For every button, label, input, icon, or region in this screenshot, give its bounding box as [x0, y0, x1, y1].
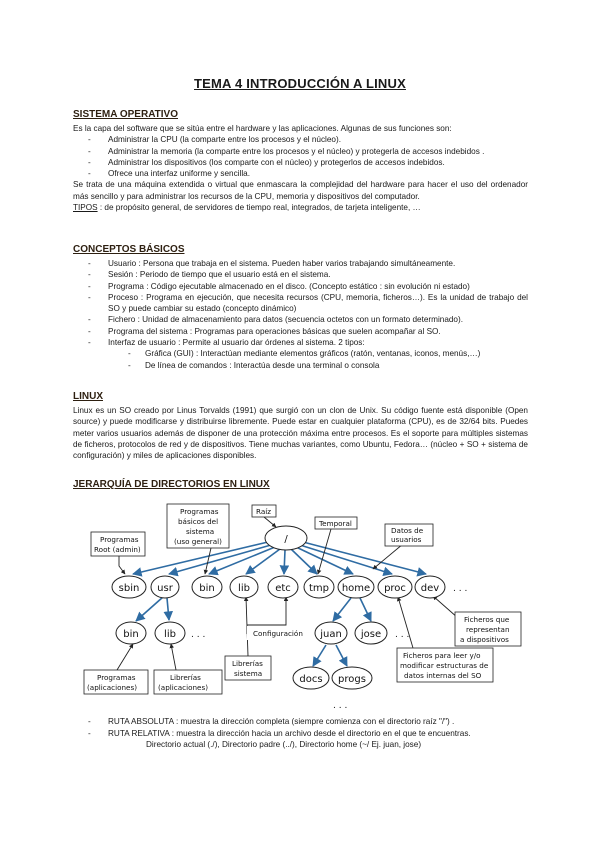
svg-text:Root (admin): Root (admin)	[94, 545, 141, 554]
tree-node-progs	[332, 667, 372, 689]
label-librerias-sistema	[225, 656, 271, 680]
svg-text:(uso general): (uso general)	[174, 537, 222, 546]
svg-text:sistema: sistema	[234, 669, 263, 678]
tree-node-bin	[192, 576, 222, 598]
svg-text:datos internas del SO: datos internas del SO	[404, 671, 482, 680]
label-ficheros-kernel	[397, 648, 493, 682]
svg-text:Programas: Programas	[97, 673, 136, 682]
tree-node-dev	[415, 576, 445, 598]
section-conceptos	[73, 258, 528, 371]
tipos-text: : de propósito general, de servidores de tiempo real, integrados, de tarjeta inteligente, …	[97, 203, 421, 213]
svg-text:bin: bin	[199, 583, 215, 594]
svg-text:dev: dev	[420, 583, 440, 594]
tree-node-etc	[268, 576, 298, 598]
svg-text:Temporal: Temporal	[319, 519, 352, 528]
svg-text:a dispositivos: a dispositivos	[460, 635, 509, 644]
tipos-label: TIPOS	[73, 203, 98, 213]
section-heading-jerarquia: JERARQUÍA DE DIRECTORIOS EN LINUX	[73, 479, 270, 490]
list-item: - De línea de comandos : Interactúa desde una terminal o consola	[73, 360, 528, 371]
tree-node-usr	[151, 576, 179, 598]
list-item: - Programa del sistema : Programas para operaciones básicas que suelen acompañar al SO.	[73, 326, 528, 337]
list-item: - Programa : Código ejecutable almacenado en el disco. (Concepto estático : sin evolución ni estado)	[73, 281, 528, 292]
list-item: - Administrar los dispositivos (los comparte con el núcleo) y protegerlos de accesos indebidos.	[73, 157, 528, 168]
tree-node-docs	[293, 667, 329, 689]
tree-node-lib	[230, 576, 258, 598]
label-librerias-aplicaciones	[154, 670, 222, 694]
list-item: - Interfaz de usuario : Permite al usuario dar órdenes al sistema. 2 tipos:	[73, 337, 528, 348]
svg-text:. . .: . . .	[333, 701, 348, 709]
so-description: Se trata de una máquina extendida o virtual que enmascara la complejidad del hardware para hacer el uso del ordenador más sencillo y para administrar los recursos de la CPU, memoria y dispositivos del computador.	[73, 180, 528, 201]
tree-node-usr-lib	[155, 622, 185, 644]
svg-text:Librerías: Librerías	[170, 673, 201, 682]
so-intro: Es la capa del software que se sitúa entre el hardware y las aplicaciones. Algunas de sus funciones son:	[73, 124, 452, 133]
tree-node-sbin	[112, 576, 146, 598]
tree-node-home	[338, 576, 374, 598]
page-title: TEMA 4 INTRODUCCIÓN A LINUX	[194, 76, 406, 91]
svg-text:(aplicaciones): (aplicaciones)	[87, 683, 137, 692]
section-heading-conceptos: CONCEPTOS BÁSICOS	[73, 244, 185, 255]
list-item: - Usuario : Persona que trabaja en el sistema. Pueden haber varios trabajando simultáneamente.	[73, 258, 528, 269]
svg-text:jose: jose	[360, 629, 382, 640]
so-tipos	[73, 202, 528, 213]
label-temporal	[315, 517, 357, 529]
svg-text:lib: lib	[238, 583, 250, 594]
list-item: - Administrar la memoria (la comparte entre los procesos y el núcleo) y protegerla de accesos indebidos .	[73, 146, 528, 157]
label-programas-root	[91, 532, 145, 556]
svg-text:home: home	[341, 583, 371, 594]
svg-text:Configuración: Configuración	[253, 629, 303, 638]
svg-text:Ficheros para leer y/o: Ficheros para leer y/o	[403, 651, 481, 660]
list-item: - RUTA ABSOLUTA : muestra la dirección completa (siempre comienza con el directorio raíz "/") .	[73, 716, 533, 728]
section-heading-sistema-operativo: SISTEMA OPERATIVO	[73, 109, 179, 120]
svg-text:etc: etc	[275, 583, 291, 594]
section-heading-linux: LINUX	[73, 391, 103, 402]
svg-text:Librerías: Librerías	[232, 659, 263, 668]
svg-text:sistema: sistema	[186, 527, 215, 536]
svg-text:usr: usr	[157, 583, 173, 594]
svg-text:. . .: . . .	[453, 584, 468, 594]
svg-text:Programas: Programas	[100, 535, 139, 544]
rutas-detalle: Directorio actual (./), Directorio padre (../), Directorio home (~/ Ej. juan, jose)	[146, 740, 422, 749]
tree-node-usr-bin	[116, 622, 146, 644]
list-item: - Proceso : Programa en ejecución, que necesita recursos (CPU, memoria, ficheros…). Es la unidad de trabajo del SO y puede cambiar su estado (concepto dinámico)	[73, 292, 528, 315]
label-configuracion	[247, 626, 313, 640]
tree-ellipses	[191, 584, 467, 709]
tree-node-tmp	[304, 576, 334, 598]
svg-text:Datos de: Datos de	[391, 526, 424, 535]
section-sistema-operativo	[73, 123, 528, 213]
tree-node-jose	[355, 622, 387, 644]
list-item: - Sesión : Periodo de tiempo que el usuario está en el sistema.	[73, 269, 528, 280]
conceptos-list	[73, 258, 528, 348]
rutas-list	[73, 716, 533, 739]
list-item: - Administrar la CPU (la comparte entre los procesos y el núcleo).	[73, 134, 528, 145]
svg-text:sbin: sbin	[118, 583, 140, 594]
label-programas-basicos	[167, 504, 229, 548]
svg-text:modificar estructuras de: modificar estructuras de	[400, 661, 489, 670]
svg-text:Raíz: Raíz	[256, 507, 272, 516]
svg-text:. . .: . . .	[191, 630, 206, 640]
list-item: - Ofrece una interfaz uniforme y sencilla.	[73, 168, 528, 179]
svg-text:. . .: . . .	[395, 630, 410, 640]
tree-edges	[133, 542, 426, 666]
svg-text:usuarios: usuarios	[391, 535, 422, 544]
tree-node-juan	[315, 622, 347, 644]
list-item: - Gráfica (GUI) : Interactúan mediante elementos gráficos (ratón, ventanas, iconos, menús,…)	[73, 348, 528, 359]
directory-tree-diagram	[73, 494, 528, 709]
svg-text:representan: representan	[466, 625, 510, 634]
label-datos-usuarios	[385, 524, 433, 546]
interfaz-sublist	[73, 348, 528, 371]
so-functions-list	[73, 134, 528, 179]
svg-text:proc: proc	[384, 583, 406, 594]
linux-text: Linux es un SO creado por Linus Torvalds (1991) que surgió con un clon de Unix. Su código fuente está disponible (Open source) y puede modificarse y distribuirse libremente. Puede estar en cualquier plataforma (CPU), es de 32/64 bits. Puedes meter varios usuarios además de disponer de una protección máxima entre procesos. Es el soporte para múltiples sistemas de ficheros, protocolos de red y de dispositivos. Tiene muchas variantes, como Ubuntu, Fedora… (núcleo + SO + sistema de configuración) y miles de aplicaciones disponibles.	[73, 406, 528, 461]
list-item: - RUTA RELATIVA : muestra la dirección hacia un archivo desde el directorio en el que te encuentras.	[73, 728, 533, 740]
svg-text:básicos del: básicos del	[178, 517, 219, 526]
svg-text:tmp: tmp	[308, 583, 330, 594]
tree-node-proc	[378, 576, 412, 598]
svg-text:lib: lib	[164, 629, 176, 640]
label-raiz	[252, 505, 276, 517]
svg-text:juan: juan	[320, 629, 342, 640]
tree-node-root	[265, 526, 307, 550]
section-linux	[73, 405, 528, 461]
svg-text:/: /	[284, 534, 288, 545]
svg-text:docs: docs	[299, 674, 323, 685]
list-item: - Fichero : Unidad de almacenamiento para datos (secuencia octetos con un formato determinado).	[73, 314, 528, 325]
svg-text:Ficheros que: Ficheros que	[464, 615, 510, 624]
svg-text:Programas: Programas	[180, 507, 219, 516]
label-programas-aplicaciones	[84, 670, 148, 694]
svg-text:progs: progs	[338, 674, 366, 685]
section-rutas	[73, 716, 533, 751]
label-ficheros-dispositivos	[455, 612, 521, 646]
svg-text:bin: bin	[123, 629, 139, 640]
svg-text:(aplicaciones): (aplicaciones)	[158, 683, 208, 692]
